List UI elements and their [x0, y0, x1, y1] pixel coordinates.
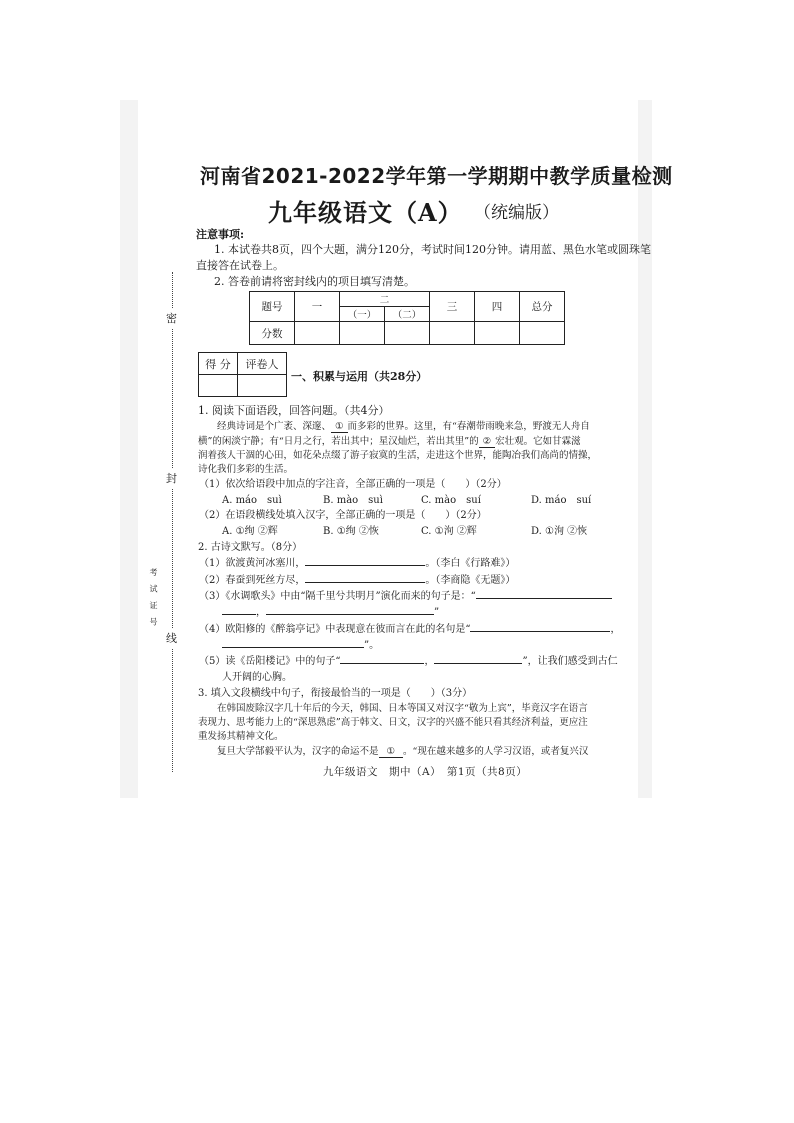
q2-5-answer-a[interactable] [340, 662, 424, 664]
blank-2[interactable]: ② [479, 436, 496, 448]
q2-4: （4）欧阳修的《醉翁亭记》中表现意在彼而言在此的名句是“ ， [199, 624, 621, 635]
score-cell-2-2[interactable] [385, 322, 430, 345]
score-header-4: 四 [475, 292, 520, 322]
q1-2-stem: （2）在语段横线处填入汉字，全部正确的一项是（ ）（2分） [199, 510, 487, 521]
score-cell-3[interactable] [430, 322, 475, 345]
q2-4-line2: ”。 [222, 636, 379, 651]
q2-3-answer-a[interactable] [476, 597, 612, 599]
score-header-1: 一 [295, 292, 340, 322]
q1-1-option-b[interactable]: B. mào suì [323, 495, 383, 506]
score-row-label: 分数 [250, 322, 295, 345]
q1-title: 1. 阅读下面语段，回答问题。（共4分） [198, 404, 390, 417]
q1-2-option-a[interactable]: A. ①绚 ②辉 [222, 526, 278, 537]
q2-3-line2: ， ” [222, 603, 439, 618]
score-table [249, 291, 565, 345]
section1-heading: 一、积累与运用（共28分） [291, 370, 428, 383]
grader-score-label: 得 分 [199, 353, 238, 375]
q2-5: （5）读《岳阳楼记》中的句子“ ， ”，让我们感受到古仁 [199, 656, 618, 667]
q3-passage-line2: 表现力、思考能力上的“深思熟虑”高于韩文、日文，汉字的兴盛不能只看其经济利益，更应注 [198, 717, 588, 728]
q1-2-option-d[interactable]: D. ①洵 ②恢 [531, 526, 588, 537]
exam-title: 河南省2021-2022学年第一学期期中教学质量检测 [200, 164, 673, 188]
score-header-2-2: （二） [385, 307, 430, 322]
q2-3-answer-b[interactable] [222, 613, 256, 615]
seal-char-mi: 密 [166, 308, 177, 328]
q2-2-answer[interactable] [305, 581, 425, 583]
q2-2: （2）春蚕到死丝方尽， 。（李商隐《无题》） [199, 575, 516, 586]
q2-3: （3）《水调歌头》中由“隔千里兮共明月”演化而来的句子是：“ [199, 587, 612, 602]
notice-item1-line2: 直接答在试卷上。 [196, 259, 284, 272]
exam-id-label: 考 试 证 号 [149, 568, 158, 629]
blank-1[interactable]: ① [331, 421, 348, 433]
score-header-label: 题号 [250, 292, 295, 322]
grader-name-cell[interactable] [238, 375, 287, 397]
seal-char-feng: 封 [166, 468, 177, 488]
edition-label: （统编版） [474, 203, 559, 223]
score-cell-1[interactable] [295, 322, 340, 345]
q2-4-answer-b[interactable] [222, 646, 364, 648]
q1-1-option-c[interactable]: C. mào suí [421, 495, 481, 506]
notice-item2: 2. 答卷前请将密封线内的项目填写清楚。 [214, 275, 415, 288]
score-header-2-1: （一） [340, 307, 385, 322]
q1-2-option-c[interactable]: C. ①洵 ②辉 [421, 526, 477, 537]
score-header-2: 二 [340, 292, 430, 307]
q2-title: 2. 古诗文默写。（8分） [198, 542, 303, 553]
blank-q3-1[interactable]: ① [379, 746, 404, 758]
q1-1-option-a[interactable]: A. máo suì [222, 495, 282, 506]
page-footer: 九年级语文 期中（A） 第1页（共8页） [323, 766, 528, 778]
q1-1-stem: （1）依次给语段中加点的字注音，全部正确的一项是（ ）（2分） [199, 479, 507, 490]
q2-3-answer-c[interactable] [266, 613, 434, 615]
seal-char-xian: 线 [166, 628, 177, 648]
notice-heading: 注意事项: [196, 228, 245, 241]
passage-line2: 横”的闲淡宁静；有“日月之行，若出其中；星汉灿烂，若出其里”的 ② 宏壮观。它如甘霖滋 [198, 436, 581, 447]
q2-1: （1）欲渡黄河冰塞川， 。（李白《行路难》） [199, 558, 516, 569]
seal-line [172, 272, 173, 772]
q3-passage-line3: 重发扬其精神文化。 [198, 731, 284, 742]
exam-subtitle: 九年级语文（A） [268, 198, 463, 227]
passage-line4: 诗化我们多彩的生活。 [198, 464, 294, 475]
passage-line3: 润着孩人干涸的心田，如花朵点缀了游子寂寞的生活，走进这个世界，能陶冶我们高尚的情操， [198, 450, 598, 461]
q1-2-option-b[interactable]: B. ①绚 ②恢 [323, 526, 379, 537]
grader-name-label: 评卷人 [238, 353, 287, 375]
q2-1-answer[interactable] [305, 564, 425, 566]
notice-item1-line1: 1. 本试卷共8页，四个大题，满分120分，考试时间120分钟。请用蓝、黑色水笔或圆珠笔 [214, 243, 651, 256]
q3-passage-line4: 复旦大学郜毅平认为，汉字的命运不是 ① 。“现在越来越多的人学习汉语，或者复兴汉 [217, 746, 589, 757]
score-cell-4[interactable] [475, 322, 520, 345]
q2-5-line2: 人开阔的心胸。 [222, 672, 292, 683]
q2-5-answer-b[interactable] [434, 662, 522, 664]
q3-title: 3. 填入文段横线中句子，衔接最恰当的一项是（ ）（3分） [198, 688, 473, 699]
grader-score-cell[interactable] [199, 375, 238, 397]
passage-line1: 经典诗词是个广袤、深邃、 ① 而多彩的世界。这里，有“春潮带雨晚来急，野渡无人舟自 [217, 421, 590, 432]
q2-4-answer-a[interactable] [470, 630, 610, 632]
score-header-total: 总分 [520, 292, 565, 322]
score-cell-2-1[interactable] [340, 322, 385, 345]
score-cell-total[interactable] [520, 322, 565, 345]
score-header-3: 三 [430, 292, 475, 322]
q1-1-option-d[interactable]: D. máo suí [531, 495, 592, 506]
grader-box [198, 352, 287, 397]
q3-passage-line1: 在韩国废除汉字几十年后的今天，韩国、日本等国又对汉字“敬为上宾”，毕竟汉字在语言 [217, 703, 588, 714]
